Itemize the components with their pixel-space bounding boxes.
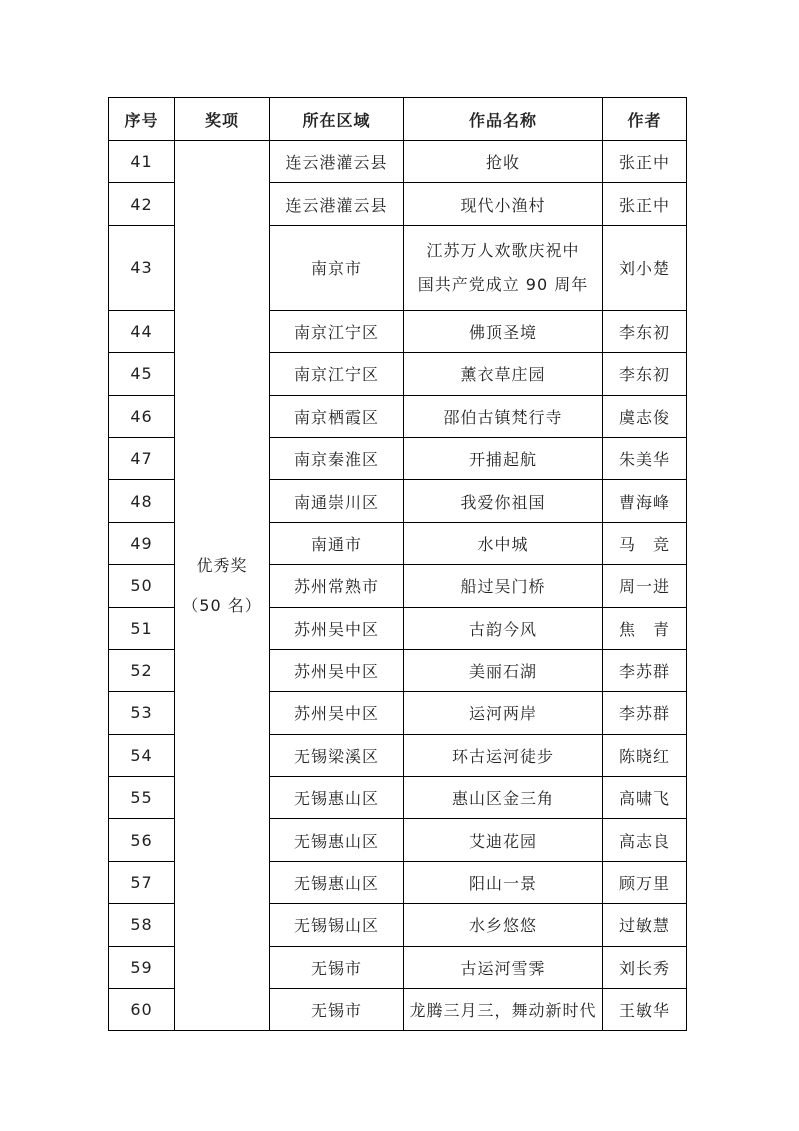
row-title: 环古运河徒步 — [404, 734, 603, 776]
row-no: 52 — [109, 649, 175, 691]
row-region: 南通崇川区 — [270, 480, 404, 522]
row-region: 无锡惠山区 — [270, 861, 404, 903]
row-title: 我爱你祖国 — [404, 480, 603, 522]
row-no: 43 — [109, 225, 175, 310]
row-no: 53 — [109, 692, 175, 734]
row-region: 无锡锡山区 — [270, 904, 404, 946]
row-title: 古韵今风 — [404, 607, 603, 649]
row-no: 46 — [109, 395, 175, 437]
row-author: 虞志俊 — [603, 395, 687, 437]
row-title — [404, 225, 603, 310]
row-author: 张正中 — [603, 141, 687, 183]
row-no: 47 — [109, 437, 175, 479]
award-count: （50 名） — [182, 595, 262, 615]
row-author: 李苏群 — [603, 692, 687, 734]
row-region: 南京江宁区 — [270, 310, 404, 352]
row-no: 59 — [109, 946, 175, 988]
row-no: 54 — [109, 734, 175, 776]
row-region: 苏州常熟市 — [270, 565, 404, 607]
header-no: 序号 — [109, 98, 175, 141]
row-region: 无锡市 — [270, 989, 404, 1031]
row-author: 李东初 — [603, 353, 687, 395]
row-no: 49 — [109, 522, 175, 564]
award-name: 优秀奖 — [196, 555, 248, 575]
row-region: 无锡惠山区 — [270, 819, 404, 861]
row-author: 焦 青 — [603, 607, 687, 649]
row-no: 58 — [109, 904, 175, 946]
header-region: 所在区域 — [270, 98, 404, 141]
row-no: 57 — [109, 861, 175, 903]
row-region: 连云港灌云县 — [270, 183, 404, 225]
row-author: 王敏华 — [603, 989, 687, 1031]
row-title: 开捕起航 — [404, 437, 603, 479]
row-author: 顾万里 — [603, 861, 687, 903]
row-author: 高啸飞 — [603, 777, 687, 819]
row-title: 水乡悠悠 — [404, 904, 603, 946]
row-title: 艾迪花园 — [404, 819, 603, 861]
row-title: 佛顶圣境 — [404, 310, 603, 352]
row-author: 刘长秀 — [603, 946, 687, 988]
row-title: 船过吴门桥 — [404, 565, 603, 607]
row-author: 过敏慧 — [603, 904, 687, 946]
row-region: 南京秦淮区 — [270, 437, 404, 479]
row-author: 高志良 — [603, 819, 687, 861]
row-region: 南通市 — [270, 522, 404, 564]
row-author: 李东初 — [603, 310, 687, 352]
row-author: 刘小楚 — [603, 225, 687, 310]
row-title: 美丽石湖 — [404, 649, 603, 691]
row-no: 56 — [109, 819, 175, 861]
row-title: 古运河雪霁 — [404, 946, 603, 988]
row-no: 45 — [109, 353, 175, 395]
row-title: 薰衣草庄园 — [404, 353, 603, 395]
row-title: 惠山区金三角 — [404, 777, 603, 819]
row-title: 运河两岸 — [404, 692, 603, 734]
row-title: 阳山一景 — [404, 861, 603, 903]
awards-table — [108, 97, 687, 1031]
row-title-line1: 江苏万人欢歌庆祝中 — [426, 240, 580, 260]
row-no: 42 — [109, 183, 175, 225]
row-region: 苏州吴中区 — [270, 692, 404, 734]
row-author: 曹海峰 — [603, 480, 687, 522]
row-no: 51 — [109, 607, 175, 649]
row-author: 陈晓红 — [603, 734, 687, 776]
row-no: 41 — [109, 141, 175, 183]
row-region: 南京栖霞区 — [270, 395, 404, 437]
header-author: 作者 — [603, 98, 687, 141]
row-author: 周一进 — [603, 565, 687, 607]
row-region: 南京江宁区 — [270, 353, 404, 395]
row-title: 水中城 — [404, 522, 603, 564]
row-title: 邵伯古镇梵行寺 — [404, 395, 603, 437]
row-author: 李苏群 — [603, 649, 687, 691]
row-region: 无锡惠山区 — [270, 777, 404, 819]
header-row — [109, 98, 687, 141]
table-row — [109, 141, 687, 183]
row-region: 苏州吴中区 — [270, 607, 404, 649]
row-region: 苏州吴中区 — [270, 649, 404, 691]
header-title: 作品名称 — [404, 98, 603, 141]
row-no: 55 — [109, 777, 175, 819]
row-title: 现代小渔村 — [404, 183, 603, 225]
header-award: 奖项 — [175, 98, 270, 141]
row-region: 南京市 — [270, 225, 404, 310]
row-region: 无锡梁溪区 — [270, 734, 404, 776]
row-title: 抢收 — [404, 141, 603, 183]
row-region: 连云港灌云县 — [270, 141, 404, 183]
row-title: 龙腾三月三，舞动新时代 — [404, 989, 603, 1031]
award-cell — [175, 141, 270, 1031]
row-author: 张正中 — [603, 183, 687, 225]
row-no: 50 — [109, 565, 175, 607]
row-title-line2: 国共产党成立 90 周年 — [417, 274, 589, 294]
row-author: 朱美华 — [603, 437, 687, 479]
row-no: 44 — [109, 310, 175, 352]
row-author: 马 竞 — [603, 522, 687, 564]
row-no: 60 — [109, 989, 175, 1031]
row-no: 48 — [109, 480, 175, 522]
row-region: 无锡市 — [270, 946, 404, 988]
